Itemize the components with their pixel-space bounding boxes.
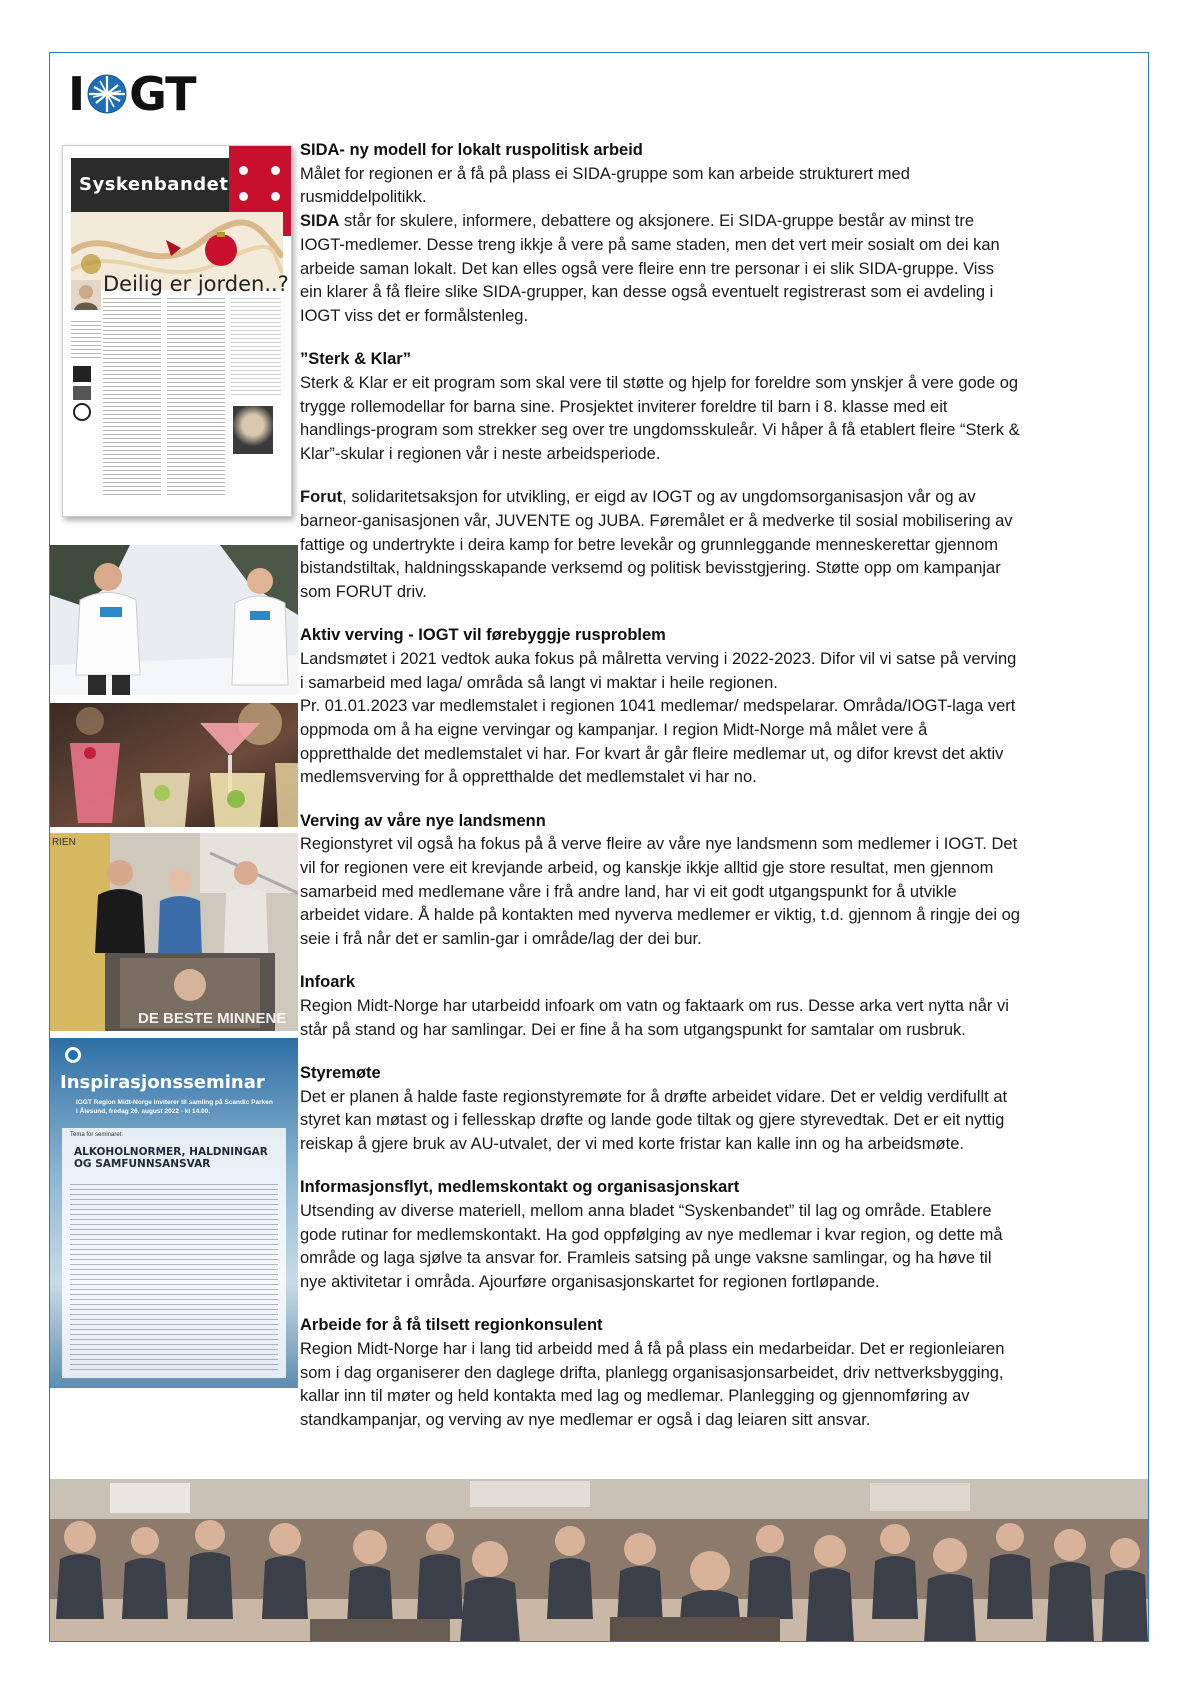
newsletter-portrait-image [233, 406, 273, 454]
section-styremote [300, 1062, 1020, 1157]
newsletter-body-col2 [167, 298, 225, 498]
logo-letter-i: I [68, 67, 85, 121]
photo-mocktails [50, 703, 298, 827]
newsletter-title: Syskenbandet [79, 174, 229, 195]
newsletter-body-col3 [231, 298, 281, 398]
section-paragraph: Utsending av diverse materiell, mellom anna bladet “Syskenbandet” til lag og område. Etablere gode rutinar for medlemskontakt. Ha god oppfølging av nye medlemar i kvar region, og dette må område og laga sjølve ta ansvar for. Framleis satsing på unge vaksne samlingar, og ha høve til nye aktivitetar i områda. Ajourføre organisasjonskartet for regionen fortløpande. [300, 1201, 1003, 1292]
flyer-invite: IOGT Region Midt-Norge inviterer til samling på Scandic Parken i Ålesund, fredag 26. august 2022 - kl 14.00. [76, 1099, 273, 1115]
section-heading: Infoark [300, 973, 356, 992]
newsletter-headline: Deilig er jorden..? [103, 272, 289, 296]
logo-letters-gt: GT [129, 67, 196, 121]
section-informasjonsflyt [300, 1176, 1020, 1295]
section-paragraph: Regionstyret vil også ha fokus på å verve fleire av våre nye landsmenn som medlemer i IOGT. Det vil for regionen vere eit krevjande arbeid, og kanskje ikkje alltid gje store resultat, men gjennom samarbeid med medlemane våre i frå andre land, har vi eit godt utgangspunkt for å utvikle arbeidet vidare. Å halde på kontakten med nyverva medlemer er viktig, t.d. gjennom å ringje dei og seie i frå når det er samlin-gar i område/lag der dei bur. [300, 835, 1020, 949]
section-paragraph: Det er planen å halde faste regionstyremøte for å drøfte arbeidet vidare. Det er veldig verdifullt at styret kan møtast og i fellesskap drøfte og lande gode tiltak og gjere styrevedtak. Det er eit nyttig reiskap å gjere bruk av AU-utvalet, der vi med korte fristar kan kalle inn og ha arbeidsmøte. [300, 1087, 1008, 1154]
section-infoark [300, 971, 1020, 1042]
section-paragraph: Landsmøtet i 2021 vedtok auka fokus på målretta verving i 2022-2023. Difor vil vi satse på verving i samarbeid med laga/ områda så langt vi maktar i heile regionen. [300, 649, 1017, 692]
flyer-title: Inspirasjonsseminar [60, 1072, 265, 1093]
section-paragraph: Region Midt-Norge har i lang tid arbeidd med å få på plass ein medarbeidar. Det er regionleiaren som i dag organiserer den daglege drifta, planlegg organisasjonsarbeidet, driv nettverksbygging, kallar inn til møter og held kontakta med lag og medlemar. Planlegging og gjennomføring av standkampanjar, og verving av nye medlemar er også i dag leiaren sitt ansvar. [300, 1339, 1005, 1430]
section-aktiv-verving [300, 624, 1020, 790]
seminar-flyer [50, 1038, 298, 1388]
section-heading: Arbeide for å få tilsett regionkonsulent [300, 1316, 603, 1335]
flyer-body-text [70, 1184, 278, 1370]
section-heading: Styremøte [300, 1063, 381, 1082]
section-paragraph: Forut, solidaritetsaksjon for utvikling, er eigd av IOGT og av ungdomsorganisasjon vår og av barneor-ganisasjonen vår, JUVENTE og JUBA. Føremålet er å medverke til sosial mobilisering av fattige og undertrykte i deira kamp for betre levekår og grunnleggande menneskerettar gjennom bistandstiltak, haldningsskapande verksemd og politisk bevisstgjering. Støtte opp om kampanjar som FORUT driv. [300, 488, 1013, 601]
section-paragraph: Region Midt-Norge har utarbeidd infoark om vatn og faktaark om rus. Desse arka vert nytta når vi står på stand og har samlingar. Dei er fine å ha som utgangspunkt for samtalar om rusbruk. [300, 997, 1009, 1039]
section-paragraph: SIDA står for skulere, informere, debattere og aksjonere. Ei SIDA-gruppe består av minst tre IOGT-medlemer. Desse treng ikkje å vere på same staden, men det vert meir sosialt om dei kan arbeide saman lokalt. Det kan elles også vere fleire enn tre personar i ei slik SIDA-gruppe. Viss ein klarer å få fleire slike SIDA-grupper, kan desse også eventuelt registrerast som ei avdeling i IOGT viss det er formålstenleg. [300, 212, 1000, 325]
photo-meeting-audience [50, 1479, 1149, 1642]
section-nye-landsmenn [300, 810, 1020, 952]
section-paragraph: Målet for regionen er å få på plass ei SIDA-gruppe som kan arbeide strukturert med rusmiddelpolitikk. [300, 164, 910, 207]
page-frame [49, 52, 1149, 1642]
newsletter-body-col1 [103, 298, 161, 498]
section-heading: Aktiv verving - IOGT vil førebyggje rusproblem [300, 626, 666, 645]
section-sida [300, 139, 1020, 329]
iogt-logo [68, 67, 196, 121]
flyer-theme: ALKOHOLNORMER, HALDNINGAR OG SAMFUNNSANSVAR [74, 1146, 268, 1170]
newsletter-sidebar-text [71, 321, 101, 361]
section-sterk-klar [300, 348, 1020, 467]
section-paragraph: Pr. 01.01.2023 var medlemstalet i regionen 1041 medlemar/ medspelarar. Områda/IOGT-laga vert oppmoda om å ha eigne vervingar og kampanjar. I region Midt-Norge må målet vere å oppretthalde det medlemstalet vi har. For kvart år går fleire medlemar ut, og difor krevst det aktiv medlemsverving for å oppretthalde det medlemstalet vi har no. [300, 697, 1016, 787]
newsletter-sidebar-logos [71, 366, 93, 421]
poster-text: DE BESTE MINNENE [138, 1010, 287, 1027]
flyer-globe-icon [64, 1046, 82, 1064]
globe-icon [86, 73, 128, 115]
section-heading: Verving av våre nye landsmenn [300, 811, 546, 830]
author-portrait [71, 280, 101, 310]
section-paragraph: Sterk & Klar er eit program som skal vere til støtte og hjelp for foreldre som ynskjer å vere gode og trygge rollemodellar for barna sine. Prosjektet inviterer foreldre til barn i 8. klasse med eit handlings-program som strekker seg over tre ungdomsskuleår. Vi håper å få etablert fleire “Sterk & Klar”-skular i regionen vår i neste arbeidsperiode. [300, 373, 1020, 463]
section-forut [300, 486, 1020, 605]
photo-info-stand [50, 833, 298, 1031]
newsletter-cover [62, 145, 292, 517]
section-heading: SIDA- ny modell for lokalt ruspolitisk arbeid [300, 141, 643, 159]
flyer-panel [62, 1128, 286, 1378]
section-regionkonsulent [300, 1314, 1020, 1433]
section-heading: Informasjonsflyt, medlemskontakt og organisasjonskart [300, 1178, 740, 1197]
flyer-theme-label: Tema for seminaret: [70, 1132, 124, 1138]
svg-text:RIEN: RIEN [52, 837, 76, 848]
main-content [300, 139, 1020, 1452]
photo-volunteers-in-snow [50, 545, 298, 695]
section-heading: ”Sterk & Klar” [300, 350, 411, 369]
